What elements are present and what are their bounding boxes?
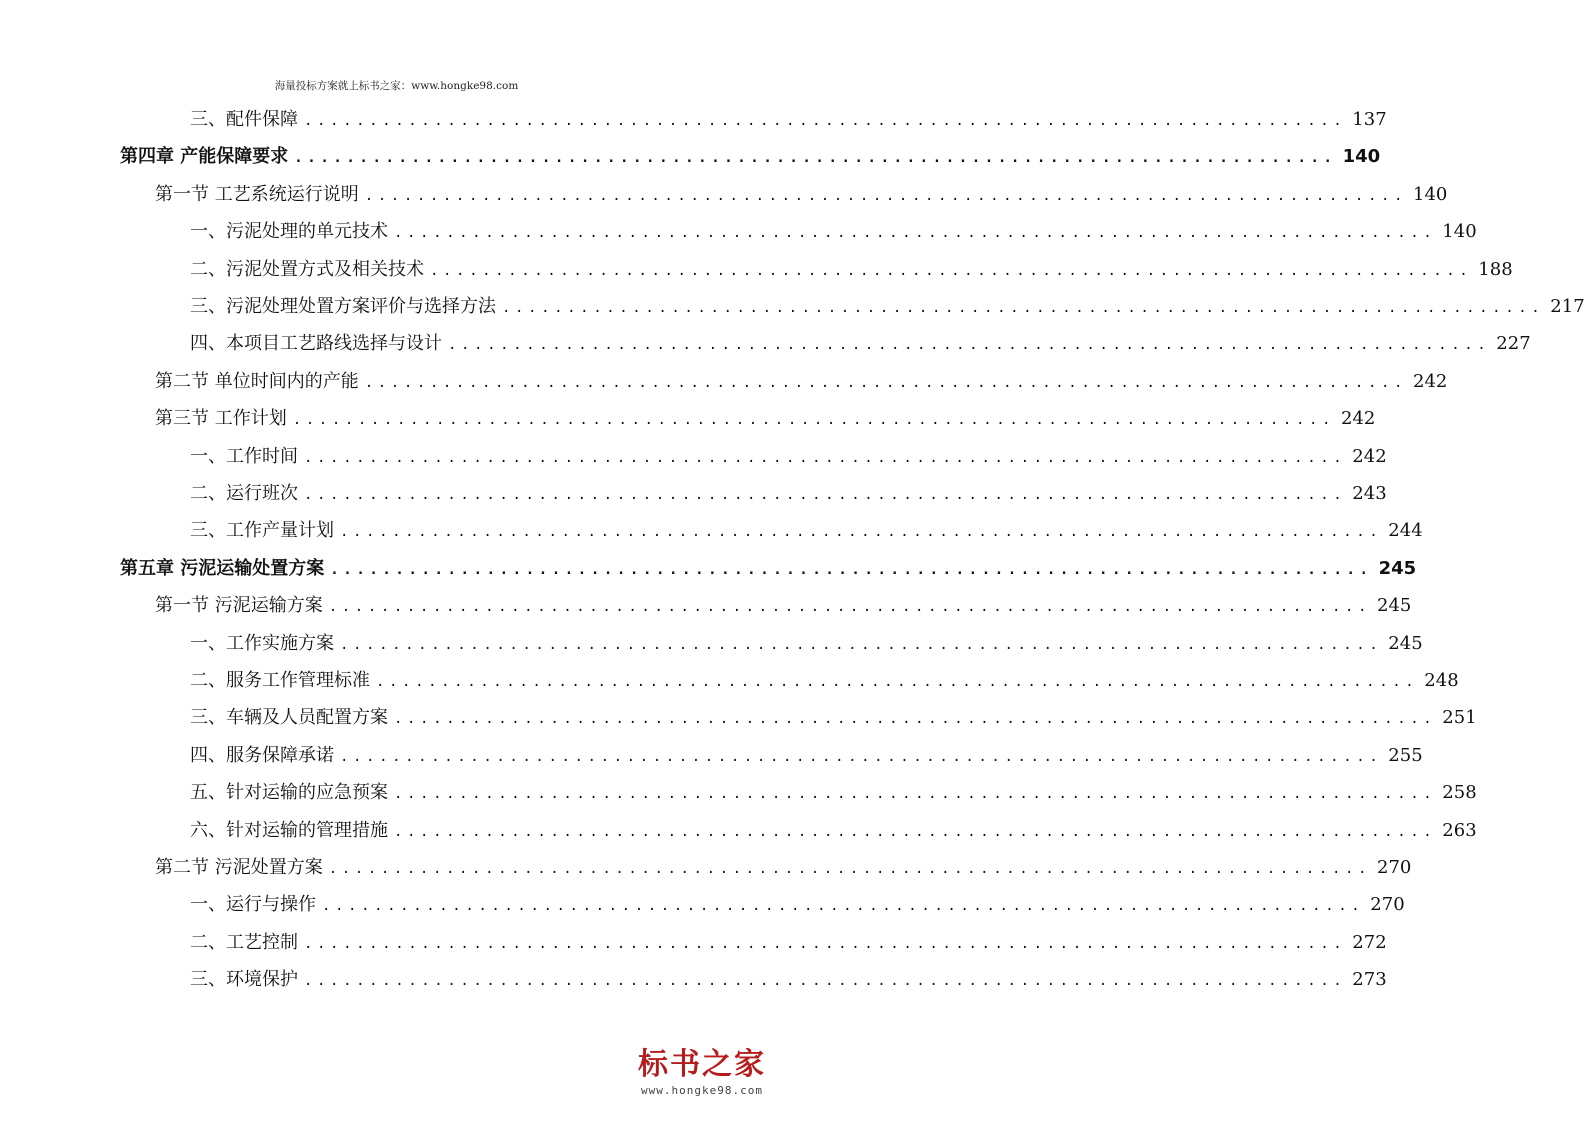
toc-entry-page-number: 245: [1378, 557, 1417, 579]
toc-entry-label: 四、服务保障承诺: [190, 744, 334, 766]
toc-leader-dots: ................................................................................: [340, 636, 1383, 653]
toc-subsection-entry[interactable]: [190, 516, 1423, 546]
toc-leader-dots: ................................................................................: [394, 786, 1437, 803]
toc-section-entry[interactable]: [155, 180, 1448, 210]
toc-subsection-entry[interactable]: [190, 703, 1477, 733]
toc-entry-page-number: 258: [1442, 782, 1477, 804]
toc-chapter-entry[interactable]: [120, 554, 1417, 584]
toc-entry-page-number: 217: [1550, 296, 1585, 317]
toc-leader-dots: ................................................................................: [364, 187, 1408, 204]
toc-entry-page-number: 188: [1478, 258, 1513, 280]
toc-subsection-entry[interactable]: [190, 329, 1531, 359]
toc-leader-dots: ................................................................................: [364, 374, 1408, 391]
toc-entry-label: 第五章 污泥运输处置方案: [120, 557, 325, 579]
toc-entry-page-number: 242: [1352, 445, 1387, 467]
toc-subsection-entry[interactable]: [190, 105, 1387, 135]
toc-entry-page-number: 270: [1377, 857, 1412, 878]
toc-subsection-entry[interactable]: [190, 292, 1585, 322]
toc-subsection-entry[interactable]: [190, 890, 1405, 920]
toc-leader-dots: ................................................................................: [304, 487, 1347, 503]
toc-entry-page-number: 255: [1388, 744, 1423, 766]
toc-subsection-entry[interactable]: [190, 816, 1477, 846]
toc-entry-label: 一、工作实施方案: [190, 632, 334, 654]
toc-entry-page-number: 245: [1377, 595, 1412, 617]
toc-subsection-entry[interactable]: [190, 666, 1459, 696]
toc-section-entry[interactable]: [155, 591, 1412, 621]
toc-entry-label: 三、污泥处理处置方案评价与选择方法: [190, 296, 496, 317]
toc-entry-page-number: 270: [1370, 894, 1405, 916]
toc-subsection-entry[interactable]: [190, 965, 1387, 995]
toc-entry-page-number: 272: [1352, 931, 1387, 953]
toc-subsection-entry[interactable]: [190, 479, 1387, 509]
watermark-logo: [627, 1046, 777, 1108]
toc-subsection-entry[interactable]: [190, 741, 1423, 771]
toc-entry-page-number: 248: [1424, 670, 1459, 691]
toc-leader-dots: ................................................................................: [322, 898, 1365, 915]
toc-entry-page-number: 227: [1496, 333, 1531, 355]
toc-chapter-entry[interactable]: [120, 142, 1381, 172]
toc-entry-page-number: 244: [1388, 520, 1423, 542]
toc-entry-label: 第二节 单位时间内的产能: [155, 370, 359, 392]
logo-title: 标书之家: [638, 1047, 766, 1082]
toc-entry-label: 三、车辆及人员配置方案: [190, 707, 388, 729]
toc-entry-label: 六、针对运输的管理措施: [190, 819, 388, 841]
toc-leader-dots: ................................................................................: [340, 748, 1383, 765]
toc-entry-label: 二、工艺控制: [190, 931, 298, 953]
toc-entry-page-number: 242: [1413, 370, 1448, 392]
toc-entry-page-number: 140: [1342, 146, 1381, 168]
toc-leader-dots: ................................................................................: [340, 524, 1383, 541]
toc-entry-label: 一、工作时间: [190, 445, 298, 467]
toc-entry-label: 三、工作产量计划: [190, 520, 334, 542]
toc-leader-dots: ................................................................................: [394, 225, 1437, 242]
toc-subsection-entry[interactable]: [190, 928, 1387, 958]
toc-entry-label: 第一节 污泥运输方案: [155, 595, 323, 617]
toc-section-entry[interactable]: [155, 404, 1376, 434]
toc-leader-dots: ................................................................................: [430, 262, 1473, 279]
toc-entry-label: 二、运行班次: [190, 483, 298, 504]
toc-subsection-entry[interactable]: [190, 442, 1387, 472]
toc-entry-label: 四、本项目工艺路线选择与设计: [190, 333, 442, 355]
toc-subsection-entry[interactable]: [190, 778, 1477, 808]
toc-entry-label: 五、针对运输的应急预案: [190, 782, 388, 804]
toc-entry-label: 二、服务工作管理标准: [190, 670, 370, 691]
toc-entry-page-number: 243: [1352, 483, 1387, 504]
toc-leader-dots: ................................................................................: [394, 823, 1437, 840]
toc-subsection-entry[interactable]: [190, 255, 1513, 285]
toc-entry-label: 二、污泥处置方式及相关技术: [190, 258, 424, 280]
toc-entry-page-number: 263: [1442, 819, 1477, 841]
toc-leader-dots: ................................................................................: [304, 973, 1347, 990]
toc-entry-label: 三、环境保护: [190, 969, 298, 991]
toc-entry-label: 三、配件保障: [190, 109, 298, 130]
toc-leader-dots: ................................................................................: [328, 599, 1372, 616]
toc-leader-dots: ................................................................................: [394, 711, 1437, 728]
toc-subsection-entry[interactable]: [190, 217, 1477, 247]
toc-leader-dots: ................................................................................: [294, 150, 1337, 167]
toc-leader-dots: ................................................................................: [448, 337, 1491, 354]
toc-entry-label: 第三节 工作计划: [155, 408, 287, 430]
toc-leader-dots: ................................................................................: [330, 561, 1373, 578]
toc-entry-label: 一、污泥处理的单元技术: [190, 221, 388, 243]
toc-entry-page-number: 140: [1413, 183, 1448, 205]
logo-url: www.hongke98.com: [641, 1084, 763, 1097]
toc-entry-page-number: 273: [1352, 969, 1387, 991]
toc-leader-dots: ................................................................................: [304, 449, 1347, 466]
toc-entry-page-number: 242: [1341, 408, 1376, 430]
toc-subsection-entry[interactable]: [190, 629, 1423, 659]
toc-entry-label: 第四章 产能保障要求: [120, 146, 289, 168]
toc-entry-label: 第二节 污泥处置方案: [155, 857, 323, 878]
toc-leader-dots: ................................................................................: [304, 113, 1347, 129]
toc-entry-page-number: 140: [1442, 221, 1477, 243]
toc-entry-page-number: 137: [1352, 109, 1387, 130]
toc-leader-dots: ................................................................................: [292, 412, 1336, 429]
toc-section-entry[interactable]: [155, 853, 1412, 883]
toc-entry-page-number: 251: [1442, 707, 1477, 729]
toc-entry-page-number: 245: [1388, 632, 1423, 654]
toc-leader-dots: ................................................................................: [304, 935, 1347, 952]
page-header: 海量投标方案就上标书之家：www.hongke98.com: [274, 80, 519, 92]
toc-entry-label: 第一节 工艺系统运行说明: [155, 183, 359, 205]
toc-entry-label: 一、运行与操作: [190, 894, 316, 916]
toc-leader-dots: ................................................................................: [502, 300, 1545, 316]
toc-section-entry[interactable]: [155, 367, 1448, 397]
toc-leader-dots: ................................................................................: [328, 861, 1372, 877]
toc-leader-dots: ................................................................................: [376, 674, 1419, 690]
